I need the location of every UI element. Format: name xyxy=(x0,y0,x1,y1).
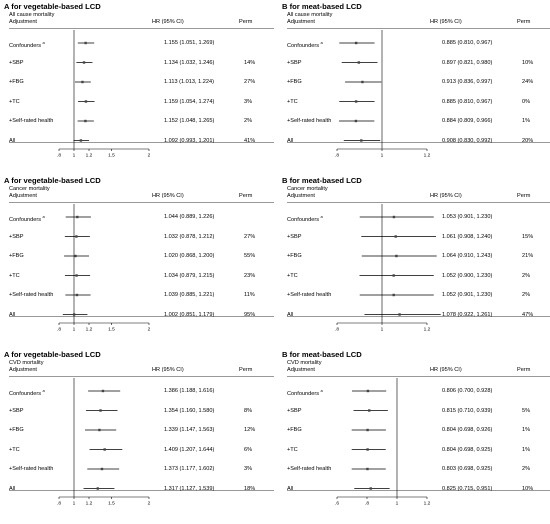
row-hr-value: 1.034 (0.879, 1.215) xyxy=(164,272,215,279)
row-hr-value: 0.908 (0.830, 0.992) xyxy=(442,137,493,144)
point-estimate xyxy=(76,294,78,296)
row-hr-value: 0.815 (0.710, 0.939) xyxy=(442,407,493,414)
row-perm-value: 1% xyxy=(522,427,531,433)
row-label-text: Confounders xyxy=(9,390,42,397)
row-label xyxy=(9,214,45,223)
row-label xyxy=(287,99,298,105)
column-header-perm: Perm xyxy=(239,367,253,373)
point-estimate xyxy=(73,313,75,315)
x-tick-label: 1 xyxy=(395,501,399,507)
point-estimate xyxy=(395,255,397,257)
row-label xyxy=(287,79,302,85)
point-estimate xyxy=(99,409,101,411)
row-label xyxy=(287,466,331,472)
row-label xyxy=(9,427,24,433)
row-hr-value: 1.044 (0.889, 1.226) xyxy=(164,214,215,220)
row-hr-value: 1.155 (1.051, 1.269) xyxy=(164,40,215,46)
row-label xyxy=(9,273,20,279)
point-estimate xyxy=(368,409,370,411)
row-label xyxy=(287,427,302,433)
footnote-marker: a xyxy=(42,40,45,45)
row-label xyxy=(287,234,301,240)
forest-plot-area xyxy=(282,176,550,346)
row-perm-value: 3% xyxy=(244,98,253,105)
row-label xyxy=(287,40,323,49)
row-perm-value: 10% xyxy=(522,59,534,66)
row-perm-value: 2% xyxy=(522,272,531,279)
row-hr-value: 1.061 (0.908, 1.240) xyxy=(442,233,493,240)
x-tick-label: .8 xyxy=(364,501,370,507)
point-estimate xyxy=(83,61,85,63)
row-label-text: +SBP xyxy=(287,59,302,66)
forest-panel xyxy=(282,2,550,172)
row-hr-value: 1.039 (0.885, 1.221) xyxy=(164,292,215,298)
forest-plot-area xyxy=(4,350,274,520)
point-estimate xyxy=(355,100,357,102)
row-label-text: +TC xyxy=(287,446,298,453)
row-hr-value: 1.159 (1.054, 1.274) xyxy=(164,98,215,105)
x-tick-label: 2 xyxy=(147,327,151,333)
row-hr-value: 1.002 (0.851, 1.179) xyxy=(164,311,215,318)
point-estimate xyxy=(360,139,362,141)
row-hr-value: 1.339 (1.147, 1.563) xyxy=(164,427,215,433)
row-label xyxy=(9,60,23,66)
row-hr-value: 0.806 (0.700, 0.928) xyxy=(442,388,493,394)
x-tick-label: 1 xyxy=(380,327,384,333)
row-label-text: All xyxy=(9,485,16,492)
row-label xyxy=(9,447,20,453)
row-label-text: +SBP xyxy=(287,407,302,414)
row-hr-value: 0.804 (0.698, 0.926) xyxy=(442,427,493,433)
row-hr-value: 1.053 (0.901, 1.230) xyxy=(442,214,493,220)
x-tick-label: 1 xyxy=(380,153,384,159)
row-perm-value: 1% xyxy=(522,446,531,453)
row-label-text: All xyxy=(287,311,294,318)
forest-panel xyxy=(4,2,274,172)
footnote-marker: a xyxy=(42,388,45,393)
row-hr-value: 1.354 (1.160, 1.580) xyxy=(164,407,215,414)
panel-title: A for vegetable-based LCD xyxy=(4,2,101,11)
row-label-text: +SBP xyxy=(9,233,24,240)
column-header-perm: Perm xyxy=(517,193,531,199)
panel-subtitle: All cause mortality xyxy=(287,12,333,18)
forest-panel xyxy=(282,176,550,346)
row-label-text: Confounders xyxy=(9,42,42,49)
row-label-text: All xyxy=(287,137,294,144)
row-perm-value: 27% xyxy=(244,233,256,240)
row-label-text: +SBP xyxy=(287,233,302,240)
row-label xyxy=(9,234,23,240)
row-perm-value: 12% xyxy=(244,427,256,433)
row-label-text: +FBG xyxy=(287,79,302,85)
row-label-text: +Self-rated health xyxy=(287,118,332,124)
point-estimate xyxy=(366,448,368,450)
x-tick-label: 1.5 xyxy=(108,327,115,333)
point-estimate xyxy=(367,390,369,392)
point-estimate xyxy=(75,274,77,276)
row-perm-value: 1% xyxy=(522,118,531,124)
row-label xyxy=(287,312,293,318)
row-label xyxy=(9,486,15,492)
panel-title: A for vegetable-based LCD xyxy=(4,176,101,185)
x-tick-label: .8 xyxy=(334,327,340,333)
column-header-perm: Perm xyxy=(517,367,531,373)
row-hr-value: 0.897 (0.821, 0.980) xyxy=(442,59,493,66)
row-label-text: +Self-rated health xyxy=(9,466,54,472)
column-header-adjustment: Adjustment xyxy=(287,19,315,25)
point-estimate xyxy=(393,294,395,296)
row-perm-value: 11% xyxy=(244,292,255,298)
row-label-text: +TC xyxy=(9,446,20,453)
point-estimate xyxy=(74,255,76,257)
row-label-text: Confounders xyxy=(287,390,320,397)
row-hr-value: 0.803 (0.698, 0.925) xyxy=(442,466,493,472)
row-label xyxy=(9,388,45,397)
x-tick-label: 1 xyxy=(72,327,76,333)
point-estimate xyxy=(398,313,400,315)
x-tick-label: 2 xyxy=(147,501,151,507)
row-hr-value: 1.113 (1.013, 1.224) xyxy=(164,79,214,85)
point-estimate xyxy=(81,81,83,83)
x-tick-label: 1.2 xyxy=(423,327,431,333)
row-perm-value: 24% xyxy=(522,79,534,85)
row-label-text: +FBG xyxy=(9,79,24,85)
row-hr-value: 1.032 (0.878, 1.212) xyxy=(164,233,215,240)
row-perm-value: 20% xyxy=(522,137,534,144)
x-tick-label: 1.2 xyxy=(85,327,93,333)
row-label xyxy=(9,138,15,144)
row-hr-value: 1.386 (1.188, 1.616) xyxy=(164,388,215,394)
row-hr-value: 1.092 (0.993, 1.201) xyxy=(164,137,215,144)
row-label xyxy=(287,486,293,492)
point-estimate xyxy=(355,42,357,44)
panel-title: B for meat-based LCD xyxy=(282,2,362,11)
row-label-text: All xyxy=(287,485,294,492)
x-tick-label: .8 xyxy=(334,153,340,159)
row-label-text: All xyxy=(9,137,16,144)
row-perm-value: 18% xyxy=(244,485,256,492)
panel-title: B for meat-based LCD xyxy=(282,350,362,359)
row-label xyxy=(287,292,331,298)
point-estimate xyxy=(358,61,360,63)
column-header-perm: Perm xyxy=(239,19,253,25)
point-estimate xyxy=(370,487,372,489)
row-perm-value: 2% xyxy=(244,118,253,124)
row-label-text: +FBG xyxy=(287,253,302,259)
row-perm-value: 47% xyxy=(522,311,534,318)
point-estimate xyxy=(355,120,357,122)
row-label xyxy=(287,118,331,124)
row-hr-value: 1.052 (0.901, 1.230) xyxy=(442,292,493,298)
point-estimate xyxy=(75,235,77,237)
row-label-text: +Self-rated health xyxy=(9,118,54,124)
row-label xyxy=(287,388,323,397)
row-perm-value: 23% xyxy=(244,272,256,279)
x-tick-label: 2 xyxy=(147,153,151,159)
row-label xyxy=(9,79,24,85)
x-tick-label: .8 xyxy=(56,153,62,159)
x-tick-label: 1 xyxy=(72,153,76,159)
row-hr-value: 0.884 (0.809, 0.966) xyxy=(442,118,493,124)
column-header-perm: Perm xyxy=(239,193,253,199)
row-label xyxy=(287,408,301,414)
row-hr-value: 1.409 (1.207, 1.644) xyxy=(164,446,215,453)
column-header-adjustment: Adjustment xyxy=(9,193,37,199)
row-label-text: +Self-rated health xyxy=(287,466,332,472)
footnote-marker: a xyxy=(320,388,323,393)
row-hr-value: 0.913 (0.836, 0.997) xyxy=(442,79,493,85)
row-label-text: Confounders xyxy=(9,216,42,223)
row-perm-value: 41% xyxy=(244,137,256,144)
point-estimate xyxy=(80,139,82,141)
row-label-text: +FBG xyxy=(9,427,24,433)
row-hr-value: 1.064 (0.910, 1.243) xyxy=(442,253,493,259)
panel-subtitle: All cause mortality xyxy=(9,12,55,18)
forest-plot-area xyxy=(282,350,550,520)
row-label-text: Confounders xyxy=(287,216,320,223)
row-hr-value: 0.885 (0.810, 0.967) xyxy=(442,40,493,46)
row-label xyxy=(287,253,302,259)
x-tick-label: 1.2 xyxy=(85,501,93,507)
point-estimate xyxy=(76,216,78,218)
point-estimate xyxy=(84,42,86,44)
point-estimate xyxy=(366,429,368,431)
row-label xyxy=(287,273,298,279)
point-estimate xyxy=(395,235,397,237)
row-perm-value: 8% xyxy=(244,407,253,414)
point-estimate xyxy=(393,274,395,276)
row-label-text: +TC xyxy=(9,272,20,279)
row-hr-value: 1.078 (0.922, 1.261) xyxy=(442,311,493,318)
panel-title: A for vegetable-based LCD xyxy=(4,350,101,359)
row-perm-value: 55% xyxy=(244,253,256,259)
row-label-text: +FBG xyxy=(9,253,24,259)
row-perm-value: 95% xyxy=(244,311,256,318)
x-tick-label: .8 xyxy=(56,327,62,333)
panel-subtitle: CVD mortality xyxy=(287,360,322,366)
row-label-text: +SBP xyxy=(9,59,24,66)
column-header-adjustment: Adjustment xyxy=(287,193,315,199)
row-perm-value: 27% xyxy=(244,79,256,85)
forest-plot-area xyxy=(4,2,274,172)
row-label-text: +Self-rated health xyxy=(287,292,332,298)
panel-subtitle: Cancer mortality xyxy=(287,186,328,192)
row-label-text: +TC xyxy=(287,272,298,279)
forest-plot-area xyxy=(282,2,550,172)
row-perm-value: 6% xyxy=(244,446,253,453)
row-perm-value: 2% xyxy=(522,292,531,298)
row-label xyxy=(287,60,301,66)
row-hr-value: 1.134 (1.032, 1.246) xyxy=(164,59,215,66)
panel-title: B for meat-based LCD xyxy=(282,176,362,185)
x-tick-label: 1.5 xyxy=(108,501,115,507)
column-header-hr: HR (95% CI) xyxy=(430,19,462,25)
forest-panel xyxy=(282,350,550,520)
footnote-marker: a xyxy=(42,214,45,219)
column-header-hr: HR (95% CI) xyxy=(152,193,184,199)
column-header-hr: HR (95% CI) xyxy=(152,367,184,373)
row-label xyxy=(9,99,20,105)
column-header-hr: HR (95% CI) xyxy=(430,193,462,199)
row-perm-value: 5% xyxy=(522,407,531,414)
row-label xyxy=(9,118,53,124)
row-label-text: +TC xyxy=(9,98,20,105)
column-header-perm: Perm xyxy=(517,19,531,25)
row-label xyxy=(287,447,298,453)
forest-panel xyxy=(4,350,274,520)
row-perm-value: 21% xyxy=(522,253,534,259)
column-header-hr: HR (95% CI) xyxy=(430,367,462,373)
x-tick-label: 1.2 xyxy=(423,501,431,507)
point-estimate xyxy=(97,487,99,489)
row-label xyxy=(9,408,23,414)
row-hr-value: 0.804 (0.698, 0.925) xyxy=(442,446,493,453)
point-estimate xyxy=(102,390,104,392)
point-estimate xyxy=(84,120,86,122)
x-tick-label: .8 xyxy=(56,501,62,507)
row-label xyxy=(9,312,15,318)
row-label xyxy=(9,40,45,49)
column-header-adjustment: Adjustment xyxy=(9,367,37,373)
column-header-adjustment: Adjustment xyxy=(287,367,315,373)
footnote-marker: a xyxy=(320,40,323,45)
row-hr-value: 1.152 (1.048, 1.265) xyxy=(164,118,215,124)
x-tick-label: 1 xyxy=(72,501,76,507)
row-label xyxy=(9,466,53,472)
point-estimate xyxy=(103,448,105,450)
row-hr-value: 1.317 (1.127, 1.539) xyxy=(164,485,215,492)
point-estimate xyxy=(98,429,100,431)
panel-subtitle: CVD mortality xyxy=(9,360,44,366)
point-estimate xyxy=(101,468,103,470)
x-tick-label: 1.2 xyxy=(423,153,431,159)
x-tick-label: .6 xyxy=(334,501,340,507)
row-label-text: +FBG xyxy=(287,427,302,433)
row-label-text: +Self-rated health xyxy=(9,292,54,298)
row-label xyxy=(287,138,293,144)
row-hr-value: 1.052 (0.900, 1.230) xyxy=(442,272,493,279)
row-label xyxy=(9,292,53,298)
column-header-adjustment: Adjustment xyxy=(9,19,37,25)
row-label-text: Confounders xyxy=(287,42,320,49)
row-label xyxy=(9,253,24,259)
row-hr-value: 0.825 (0.715, 0.951) xyxy=(442,485,493,492)
row-perm-value: 0% xyxy=(522,98,531,105)
point-estimate xyxy=(393,216,395,218)
x-tick-label: 1.2 xyxy=(85,153,93,159)
row-label-text: +TC xyxy=(287,98,298,105)
row-hr-value: 0.885 (0.810, 0.967) xyxy=(442,98,493,105)
point-estimate xyxy=(85,100,87,102)
footnote-marker: a xyxy=(320,214,323,219)
point-estimate xyxy=(366,468,368,470)
x-tick-label: 1.5 xyxy=(108,153,115,159)
row-perm-value: 14% xyxy=(244,59,256,66)
row-label xyxy=(287,214,323,223)
column-header-hr: HR (95% CI) xyxy=(152,19,184,25)
panel-subtitle: Cancer mortality xyxy=(9,186,50,192)
row-perm-value: 15% xyxy=(522,233,534,240)
row-hr-value: 1.373 (1.177, 1.602) xyxy=(164,466,215,472)
row-hr-value: 1.020 (0.868, 1.200) xyxy=(164,253,215,259)
row-label-text: +SBP xyxy=(9,407,24,414)
point-estimate xyxy=(361,81,363,83)
row-perm-value: 10% xyxy=(522,485,534,492)
row-label-text: All xyxy=(9,311,16,318)
forest-panel xyxy=(4,176,274,346)
row-perm-value: 2% xyxy=(522,466,531,472)
row-perm-value: 3% xyxy=(244,466,253,472)
forest-plot-area xyxy=(4,176,274,346)
